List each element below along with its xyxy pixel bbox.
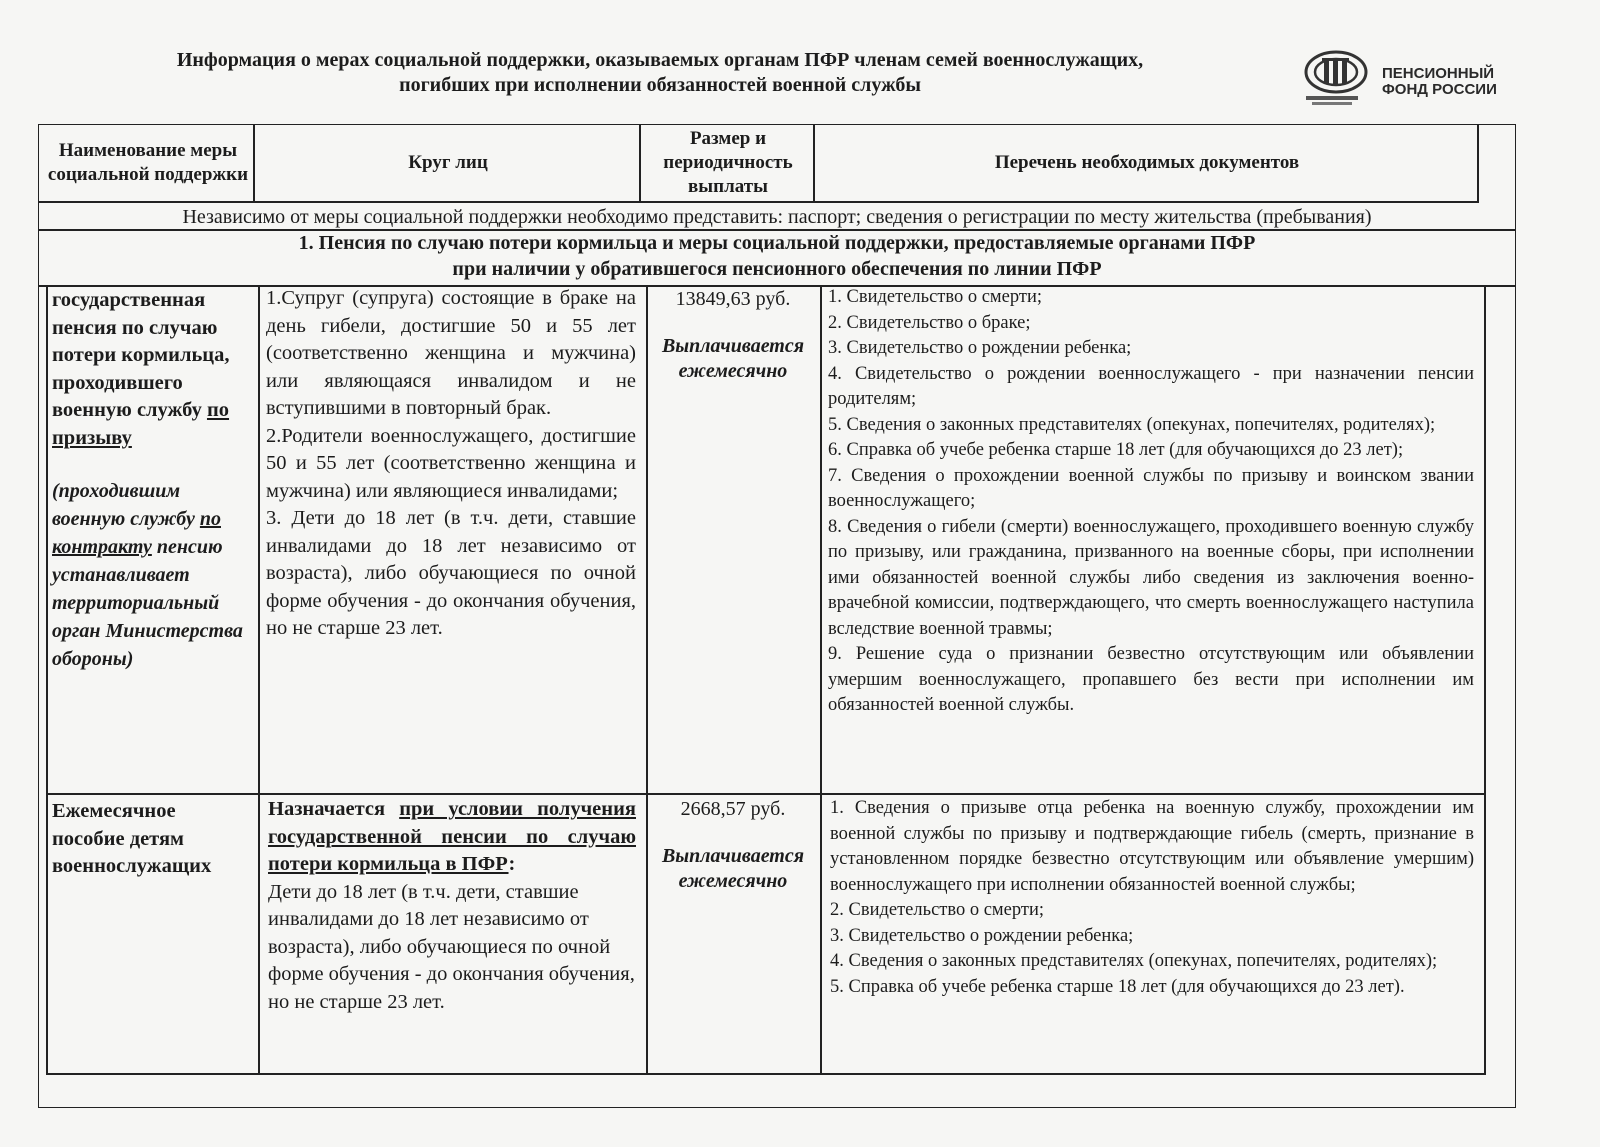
column-header-documents: Перечень необходимых документов [994,152,1300,173]
document-item: 8. Сведения о гибели (смерти) военнослужащего, проходившего военную службу по призыву, или гражданина, призванного на военные сборы, при исполнении ими обязанностей военной службы либо сведения из заключения военно-врачебной комиссии, подтверждающего, что смерть военнослужащего наступила вследствие военной травмы; [828,516,1474,639]
persons-item: 2.Родители военнослужащего, достигшие 50 и 55 лет (соответственно женщина и мужчина) или являющиеся инвалидами; [266,424,636,502]
common-requirements-row: Независимо от меры социальной поддержки необходимо представить: паспорт; сведения о регистрации по месту жительства (пребывания) [182,206,1372,228]
column-header-persons: Круг лиц [408,152,488,173]
header-divider [639,124,641,202]
body-divider [646,286,648,1074]
persons-cell [268,796,636,1016]
section-title-line-1: 1. Пенсия по случаю потери кормильца и меры социальной поддержки, предоставляемые органами ПФР [298,232,1256,254]
table-bottom-rule [46,1073,1486,1075]
measure-name-cell [52,287,252,673]
body-right-rule [1484,286,1486,1074]
documents-cell [828,285,1474,719]
logo-line-2: ФОНД РОССИИ [1382,81,1497,98]
payment-frequency: Выплачивается ежемесячно [661,335,805,382]
section-1-title [40,230,1514,286]
column-header-measure: Наименование меры социальной поддержки [47,140,249,185]
body-left-rule [46,286,48,1074]
documents-cell [830,796,1474,1000]
measure-name: государственная пенсия по случаю потери кормильца, проходившего военную службу [52,289,230,421]
section-title-line-2: при наличии у обратившегося пенсионного обеспечения по линии ПФР [452,258,1102,280]
document-item: 2. Свидетельство о смерти; [830,900,1044,920]
note-text: пенсию устанавливает территориальный орган Министерства обороны) [52,536,243,670]
measure-name: Ежемесячное пособие детям военнослужащих [52,800,212,877]
document-item: 9. Решение суда о признании безвестно отсутствующим или объявлении умершим военнослужащего, пропавшего без вести при исполнении им обязанностей военной службы. [828,644,1474,715]
logo-line-1: ПЕНСИОННЫЙ [1382,65,1495,82]
document-item: 7. Сведения о прохождении военной службы по призыву и воинском звании военнослужащего; [828,465,1474,511]
persons-condition [268,798,636,875]
body-divider [820,286,822,1074]
measure-name-cell [52,798,252,881]
document-item: 6. Справка об учебе ребенка старше 18 лет (для обучающихся до 23 лет); [828,440,1404,460]
condition-colon: : [508,853,516,875]
pfr-emblem-icon [1298,48,1380,112]
header-divider [253,124,255,202]
document-item: 5. Сведения о законных представителях (опекунах, попечителях, родителях); [828,414,1436,435]
document-item: 3. Свидетельство о рождении ребенка; [830,925,1134,946]
amount-value: 2668,57 руб. [680,798,786,820]
header-divider [1477,124,1479,202]
payment-frequency: Выплачивается ежемесячно [661,845,805,892]
note-contract: по контракту [52,508,221,558]
persons-item: 3. Дети до 18 лет (в т.ч. дети, ставшие инвалидами до 18 лет независимо от возраста), либо обучающиеся по очной форме обучения - до окончания обучения, но не старше 23 лет. [266,507,636,639]
title-line-2: погибших при исполнении обязанностей военной службы [399,74,921,96]
measure-name-conscription: по призыву [52,399,230,449]
amount-cell [650,286,816,384]
body-divider [258,286,260,1074]
logo-text [1382,66,1497,98]
persons-item: 1.Супруг (супруга) состоящие в браке на день гибели, достигшие 50 и 55 лет (соответственно женщина и мужчина) или являющаяся инвалидом и не вступившими в повторный брак. [266,287,636,419]
document-item: 1. Свидетельство о смерти; [828,287,1042,307]
amount-cell [650,796,816,894]
persons-item: Дети до 18 лет (в т.ч. дети, ставшие инвалидами до 18 лет независимо от возраста), либо обучающиеся по очной форме обучения - до окончания обучения, но не старше 23 лет. [268,880,635,1013]
condition-text: Назначается [268,798,400,820]
document-item: 5. Справка об учебе ребенка старше 18 лет (для обучающихся до 23 лет). [830,976,1405,997]
document-item: 4. Сведения о законных представителях (опекунах, попечителях, родителях); [830,951,1438,971]
column-header-amount: Размер и периодичность выплаты [663,128,793,197]
measure-note [52,477,252,673]
document-item: 2. Свидетельство о браке; [828,312,1031,333]
row-rule [46,793,1486,795]
persons-cell [266,285,636,643]
condition-underlined: при условии получения государственной пенсии по случаю потери кормильца в ПФР [268,798,636,875]
document-item: 4. Свидетельство о рождении военнослужащего - при назначении пенсии родителям; [828,363,1474,409]
title-line-1: Информация о мерах социальной поддержки, оказываемых органам ПФР членам семей военнослужащих, [176,49,1144,71]
document-title [40,48,1280,98]
header-bottom-rule [38,201,1479,203]
amount-value: 13849,63 руб. [675,288,791,310]
header-divider [813,124,815,202]
document-item: 3. Свидетельство о рождении ребенка; [828,338,1132,358]
pfr-logo [1298,48,1508,114]
document-item: 1. Сведения о призыве отца ребенка на военную службу, прохождении им военной службы по призыву и подтверждающие гибель (смерть, признание в установленном порядке безвестно отсутствующим или объявление умершим) военнослужащего при исполнении обязанностей военной службы; [830,798,1474,895]
note-text: (проходившим военную службу [52,480,200,530]
